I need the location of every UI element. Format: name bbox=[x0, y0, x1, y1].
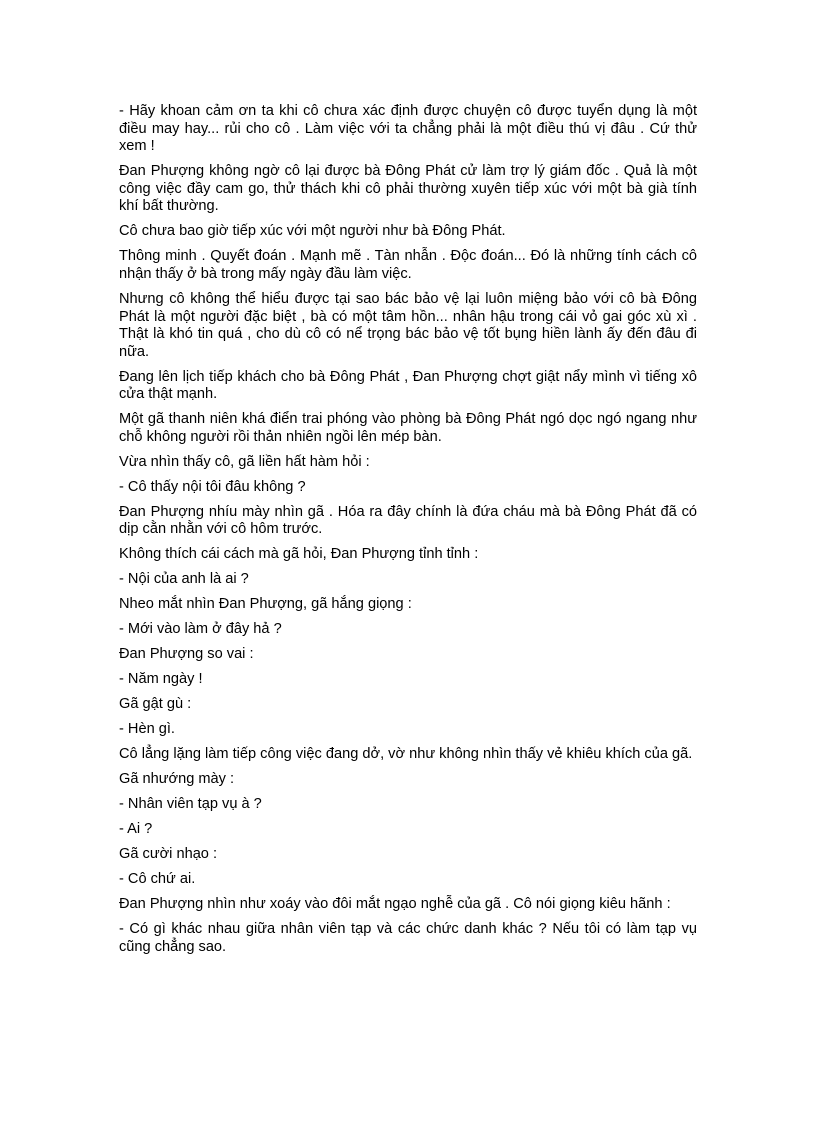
paragraph: - Năm ngày ! bbox=[119, 671, 203, 688]
document-body bbox=[119, 103, 697, 964]
paragraph: - Hèn gì. bbox=[119, 721, 175, 738]
paragraph: Nheo mắt nhìn Đan Phượng, gã hắng giọng : bbox=[119, 596, 412, 613]
paragraph: Đan Phượng nhíu mày nhìn gã . Hóa ra đây chính là đứa cháu mà bà Đông Phát đã có dịp cằn nhằn với cô hôm trước. bbox=[119, 503, 697, 538]
paragraph: - Ai ? bbox=[119, 821, 153, 838]
paragraph: Gã cười nhạo : bbox=[119, 846, 218, 863]
paragraph: Cô chưa bao giờ tiếp xúc với một người như bà Đông Phát. bbox=[119, 223, 506, 240]
paragraph: Đan Phượng so vai : bbox=[119, 646, 254, 663]
paragraph: Gã nhướng mày : bbox=[119, 771, 235, 788]
paragraph: Một gã thanh niên khá điển trai phóng vào phòng bà Đông Phát ngó dọc ngó ngang như chỗ không người rồi thản nhiên ngồi lên mép bàn. bbox=[119, 411, 697, 445]
paragraph: - Cô thấy nội tôi đâu không ? bbox=[119, 478, 306, 495]
paragraph: - Cô chứ ai. bbox=[119, 871, 196, 888]
paragraph: - Nội của anh là ai ? bbox=[119, 571, 249, 588]
paragraph: Cô lẳng lặng làm tiếp công việc đang dở, vờ như không nhìn thấy vẻ khiêu khích của gã. bbox=[119, 746, 693, 763]
paragraph: - Nhân viên tạp vụ à ? bbox=[119, 796, 262, 813]
paragraph: Không thích cái cách mà gã hỏi, Đan Phượng tỉnh tỉnh : bbox=[119, 546, 479, 563]
paragraph: - Có gì khác nhau giữa nhân viên tạp và các chức danh khác ? Nếu tôi có làm tạp vụ cũng chẳng sao. bbox=[119, 921, 697, 955]
paragraph: - Mới vào làm ở đây hả ? bbox=[119, 621, 282, 638]
paragraph: Thông minh . Quyết đoán . Mạnh mẽ . Tàn nhẫn . Độc đoán... Đó là những tính cách cô nhận thấy ở bà trong mấy ngày đầu làm việc. bbox=[119, 248, 697, 282]
paragraph: Gã gật gù : bbox=[119, 696, 192, 713]
paragraph: Nhưng cô không thể hiểu được tại sao bác bảo vệ lại luôn miệng bảo với cô bà Đông Phát là một người đặc biệt , bà có một tâm hồn... nhân hậu trong cái vỏ gai góc xù xì . Thật là khó tin quá , cho dù cô có nể trọng bác bảo vệ tốt bụng hiền lành ấy đến đâu đi nữa. bbox=[119, 290, 697, 360]
paragraph: Đan Phượng nhìn như xoáy vào đôi mắt ngạo nghễ của gã . Cô nói giọng kiêu hãnh : bbox=[119, 896, 671, 913]
paragraph: Vừa nhìn thấy cô, gã liền hất hàm hỏi : bbox=[119, 453, 370, 470]
paragraph: - Hãy khoan cảm ơn ta khi cô chưa xác định được chuyện cô được tuyển dụng là một điều may hay... rủi cho cô . Làm việc với ta chẳng phải là một điều thú vị đâu . Cứ thử xem ! bbox=[119, 103, 697, 155]
paragraph: Đang lên lịch tiếp khách cho bà Đông Phát , Đan Phượng chợt giật nẩy mình vì tiếng xô cửa thật mạnh. bbox=[119, 368, 697, 403]
paragraph: Đan Phượng không ngờ cô lại được bà Đông Phát cử làm trợ lý giám đốc . Quả là một công việc đầy cam go, thử thách khi cô phải thường xuyên tiếp xúc với một bà già tính khí bất thường. bbox=[119, 163, 697, 215]
